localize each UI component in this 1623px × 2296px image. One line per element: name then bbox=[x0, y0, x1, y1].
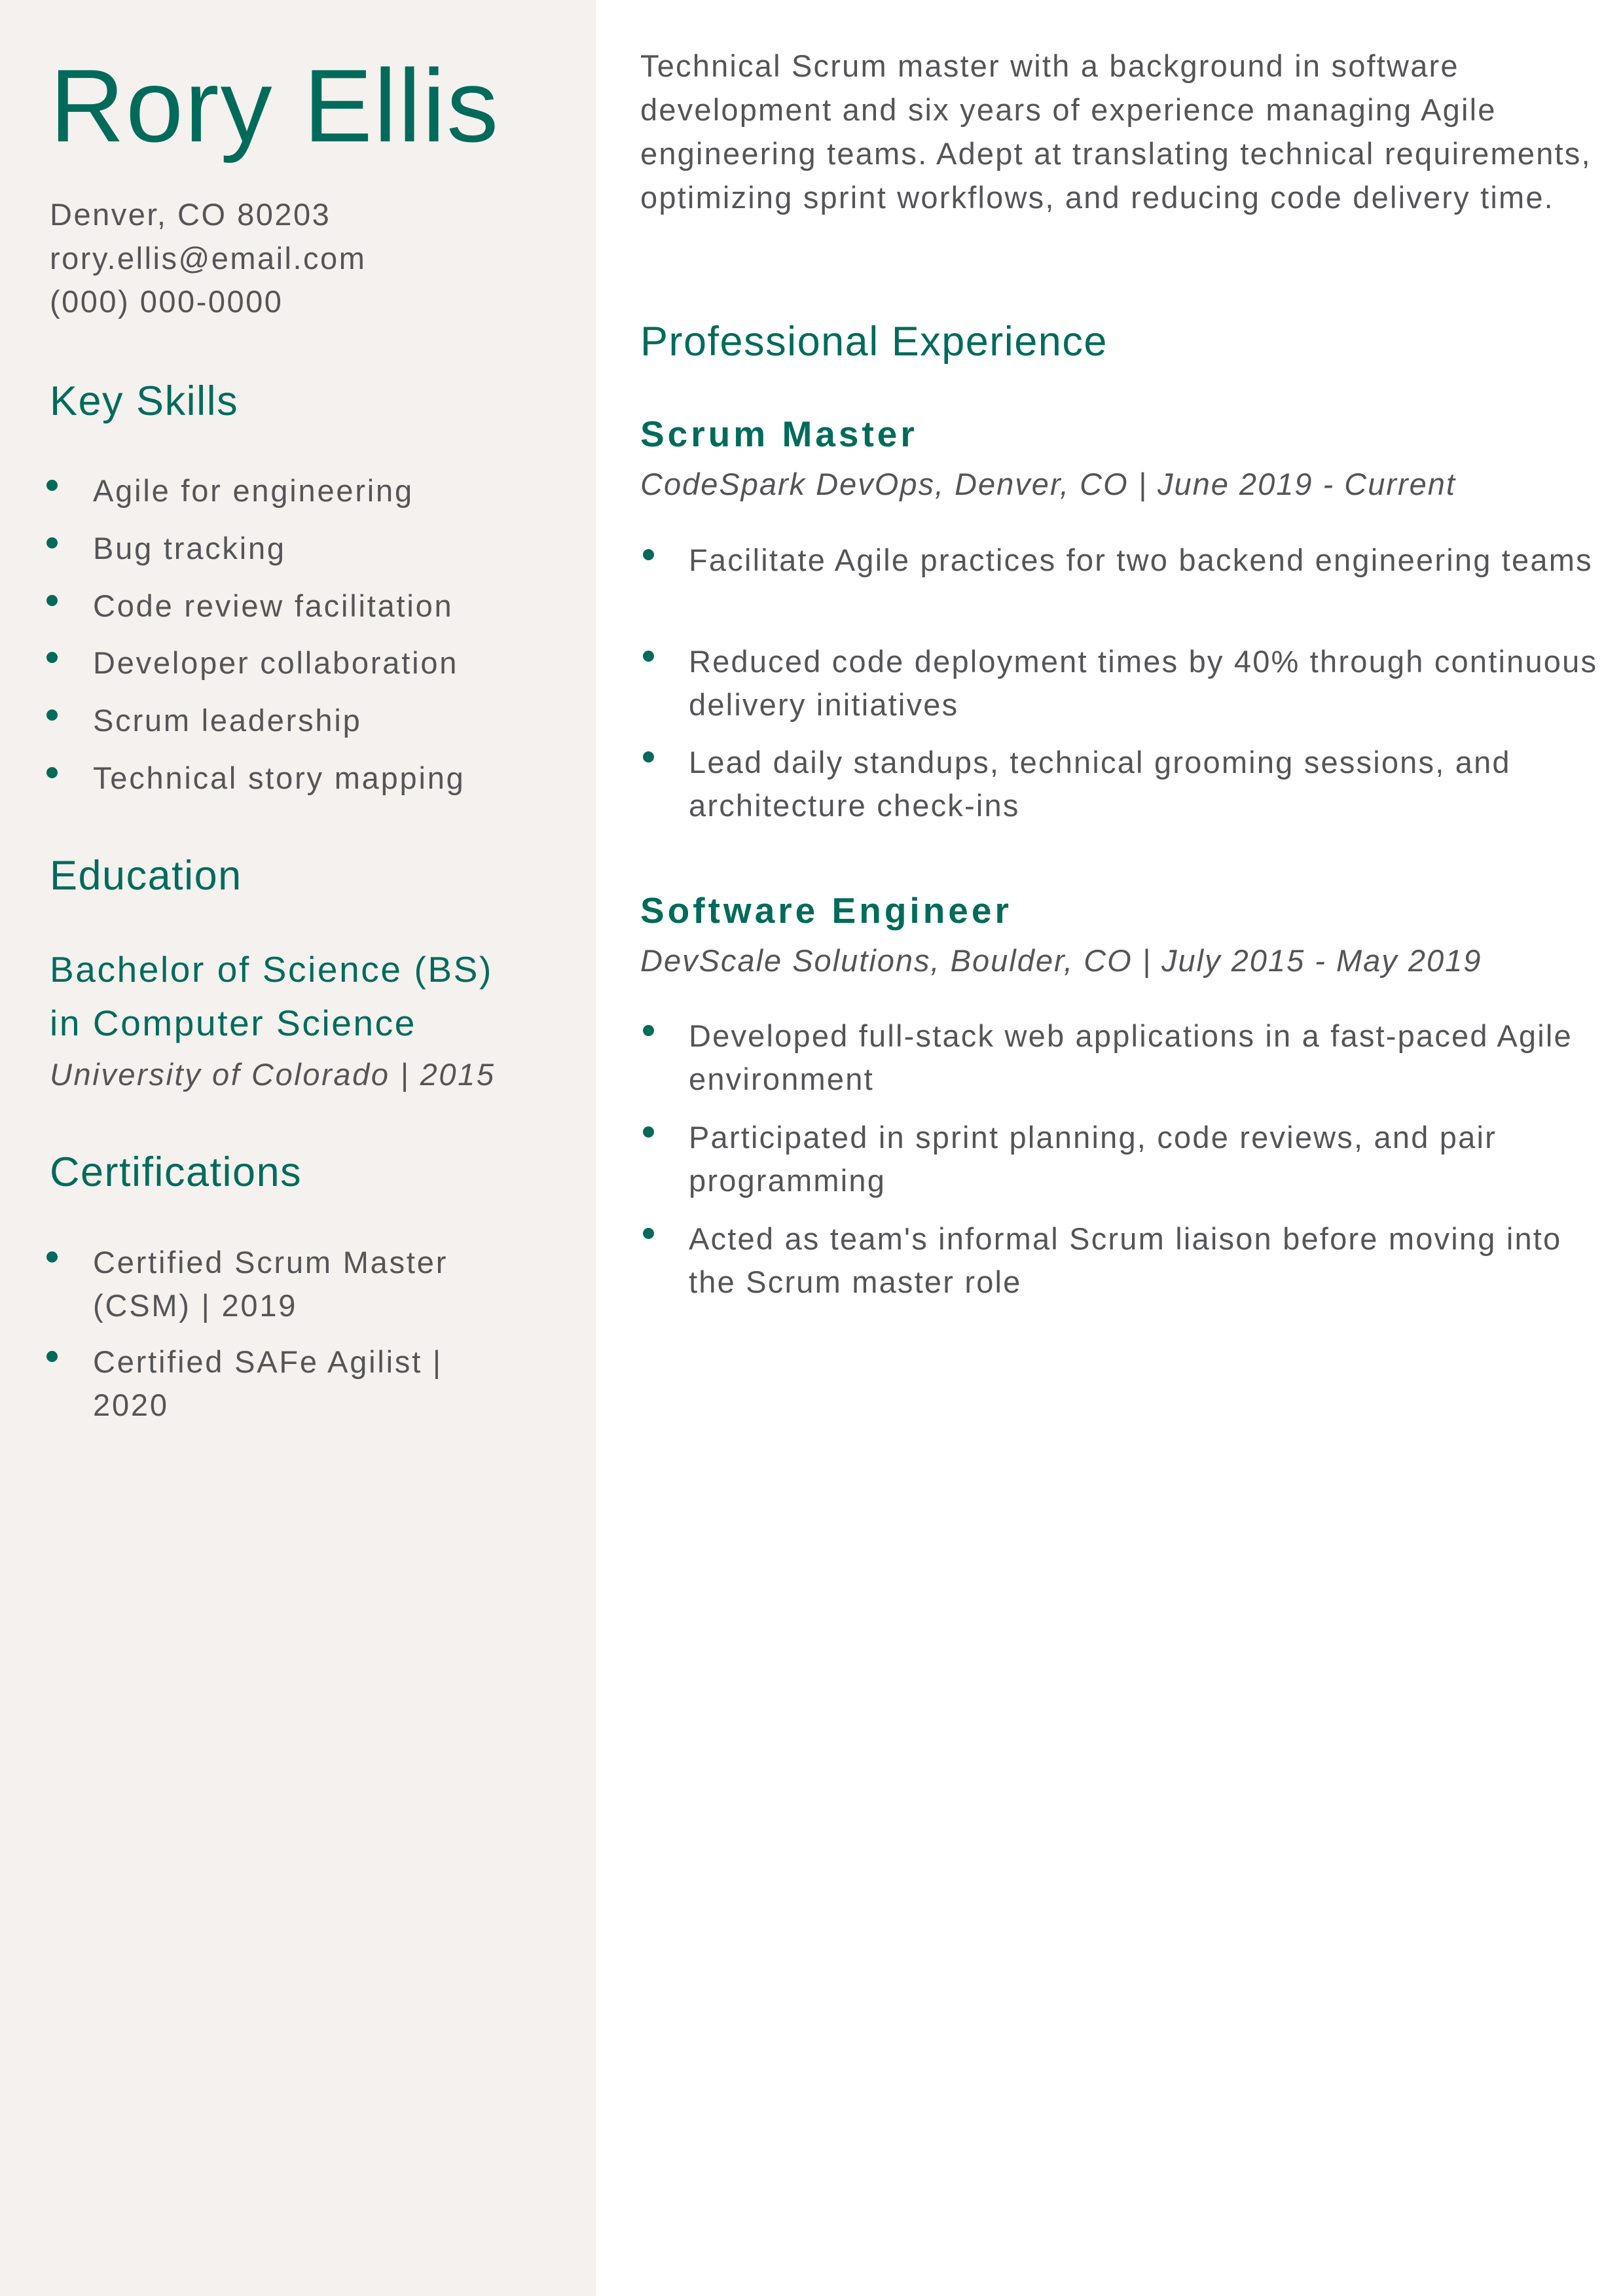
certification-line-2: 2020 bbox=[93, 1388, 169, 1422]
bullet-icon bbox=[46, 652, 58, 663]
job-bullet: Developed full-stack web applications in a fast-paced Agile environment bbox=[689, 1018, 1573, 1096]
main-content bbox=[596, 0, 1623, 2296]
bullet-icon bbox=[46, 537, 58, 548]
skill-text: Technical story mapping bbox=[93, 761, 465, 795]
sidebar bbox=[0, 0, 596, 2296]
skill-text: Scrum leadership bbox=[93, 703, 362, 738]
bullet-icon bbox=[46, 1351, 58, 1362]
job-bullet: Acted as team's informal Scrum liaison before moving into the Scrum master role bbox=[689, 1221, 1562, 1299]
skill-text: Agile for engineering bbox=[93, 473, 414, 508]
candidate-name: Rory Ellis bbox=[50, 48, 500, 164]
job-bullet: Lead daily standups, technical grooming sessions, and architecture check-ins bbox=[689, 745, 1511, 823]
skill-text: Bug tracking bbox=[93, 531, 286, 565]
degree-line-1: Bachelor of Science (BS) bbox=[50, 949, 493, 990]
bullet-icon bbox=[643, 1025, 654, 1036]
bullet-icon bbox=[643, 651, 654, 662]
bullet-icon bbox=[643, 549, 654, 560]
bullet-icon bbox=[46, 480, 58, 491]
bullet-icon bbox=[643, 751, 654, 762]
skills-heading: Key Skills bbox=[50, 378, 239, 424]
degree-line-2: in Computer Science bbox=[50, 1003, 416, 1043]
professional-summary: Technical Scrum master with a background in software development and six years of experience managing Agile engineering teams. Adept at translating technical requirements, optimizing sprint workflows, and reducing code delivery time. bbox=[640, 48, 1592, 215]
skill-text: Developer collaboration bbox=[93, 645, 459, 680]
skill-text: Code review facilitation bbox=[93, 588, 454, 623]
job-company-dates: DevScale Solutions, Boulder, CO | July 2015 - May 2019 bbox=[640, 943, 1482, 978]
bullet-icon bbox=[46, 767, 58, 778]
certification-line-1: Certified Scrum Master bbox=[93, 1245, 448, 1280]
experience-heading: Professional Experience bbox=[640, 319, 1108, 365]
bullet-icon bbox=[46, 595, 58, 606]
school-year: University of Colorado | 2015 bbox=[50, 1057, 496, 1092]
job-bullet: Participated in sprint planning, code reviews, and pair programming bbox=[689, 1120, 1497, 1198]
job-bullet: Reduced code deployment times by 40% through continuous delivery initiatives bbox=[689, 644, 1598, 722]
job-company-dates: CodeSpark DevOps, Denver, CO | June 2019 - Current bbox=[640, 467, 1456, 501]
bullet-icon bbox=[46, 1251, 58, 1263]
contact-phone: (000) 000-0000 bbox=[50, 284, 283, 319]
contact-address: Denver, CO 80203 bbox=[50, 197, 331, 232]
certification-line-1: Certified SAFe Agilist | bbox=[93, 1344, 443, 1379]
job-title: Software Engineer bbox=[640, 890, 1012, 931]
education-heading: Education bbox=[50, 853, 242, 899]
bullet-icon bbox=[643, 1126, 654, 1138]
certification-line-2: (CSM) | 2019 bbox=[93, 1288, 298, 1323]
job-bullet: Facilitate Agile practices for two backend engineering teams bbox=[689, 543, 1593, 577]
job-title: Scrum Master bbox=[640, 414, 918, 454]
bullet-icon bbox=[46, 709, 58, 721]
contact-email[interactable]: rory.ellis@email.com bbox=[50, 241, 367, 276]
bullet-icon bbox=[643, 1228, 654, 1239]
certifications-heading: Certifications bbox=[50, 1149, 302, 1195]
